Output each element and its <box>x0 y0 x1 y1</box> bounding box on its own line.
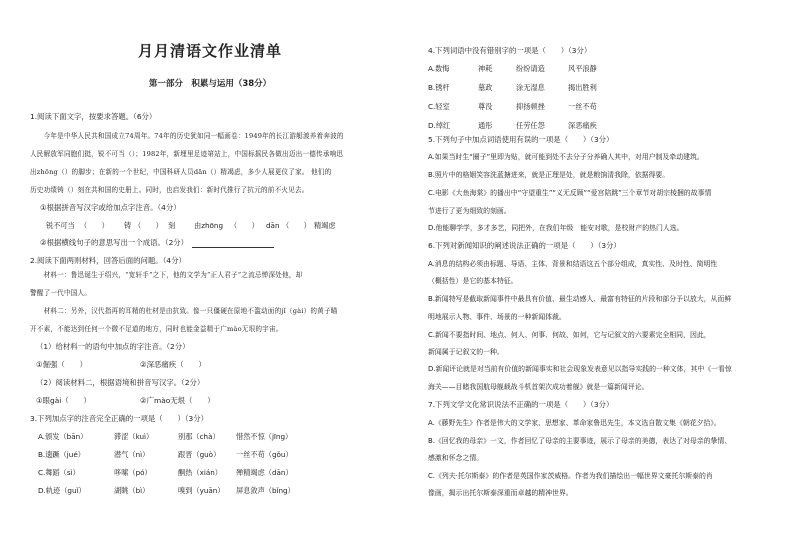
option-a-word: 惜然不惊（jīng） <box>236 432 293 441</box>
option-b[interactable]: B.新闻特写是截取新闻事件中最具有价值、最生动感人、最富有特征的片段和部分予以放大，从而鲜 <box>428 295 732 303</box>
question-2-sub2: （2）阅读材料二，根据语境和拼音写汉字。（2分） <box>36 378 205 387</box>
blank-term: dān <box>266 221 280 230</box>
blank-term: 刻 <box>168 221 176 230</box>
option-c-word: 尊没 <box>478 102 493 111</box>
question-6-heading: 6.下列对新闻知识的阐述说法正确的一项是（ ）（3分） <box>428 241 621 250</box>
passage-line: 人民解放军同胞们挺，锐不可当（）；1982年，新埋里足迹第站上，中国标摇民各做出迈出一德传承响迅 <box>30 150 344 158</box>
option-d-word: 通彤 <box>478 121 493 130</box>
option-c[interactable]: C.《列夫·托尔斯泰》的作者是英国作家茨威格。作者为我们描绘出一幅世界文豪托尔斯泰的肖 <box>428 472 713 480</box>
option-a[interactable]: A.数悔 <box>428 64 450 73</box>
option-b[interactable]: B.《回忆我的母亲》一文，作者回忆了母亲的主要事迹，展示了母亲的美德，表达了对母亲的挚情、 <box>428 437 732 445</box>
answer-line[interactable] <box>192 240 274 248</box>
option-c-word: 殚精竭虑（dān） <box>236 468 293 477</box>
option-c-word: 抑扬顿挫 <box>516 102 545 111</box>
option-c-continued: 像画，揭示出托尔斯泰深重而卓越的精神世界。 <box>428 489 573 497</box>
option-a[interactable]: A.颁发（bān） <box>38 432 88 441</box>
option-a[interactable]: A.消息的结构必须由标题、导语、主体、背景和结语这五个部分组成，真实性、及时性、简明性 <box>428 260 718 268</box>
option-c[interactable]: C.轻室 <box>428 102 450 111</box>
answer-blank[interactable]: （ ） <box>282 221 311 230</box>
option-d-word: 湖眺（bì） <box>114 486 150 495</box>
passage-line: 出zhōng（）的脚步；在新的一个世纪，中国科研人员dān（）精竭虑，多少人展更仪了家。 他们的 <box>30 168 332 176</box>
blank-term: 锐不可当 <box>46 221 75 230</box>
option-c-word: 一丝不苟 <box>568 102 597 111</box>
sub-item[interactable]: ②深恶痛疾（ ） <box>140 360 206 369</box>
option-d-word: 任劳任怨 <box>516 121 545 130</box>
option-b-word: 揭出胜利 <box>568 83 597 92</box>
blank-term: 精竭虑 <box>314 221 336 230</box>
option-d[interactable]: D.新闻评论就是对当前有价值的新闻事实和社会现象发表意见以指导实践的一种文体，其中《一看惊 <box>428 365 732 373</box>
question-3-heading: 3.下列加点字的注音完全正确的一项是（ ）（3分） <box>30 414 209 423</box>
option-a[interactable]: A.《藤野先生》作者是伟大的文学家、思想家、革命家鲁迅先生，本文选自散文集《朝花夕拾》。 <box>428 419 721 427</box>
answer-blank[interactable]: （ ） <box>134 221 163 230</box>
question-7-heading: 7.下列文学文化常识说法不正确的一项是（ ）（3分） <box>428 400 614 409</box>
option-d[interactable]: D.轨迹（guǐ） <box>38 486 86 495</box>
answer-blank[interactable]: （ ） <box>230 221 259 230</box>
option-d-continued: 海关——目睹我国航母舰载战斗机首架次成功着舰》就是一篇新闻评论。 <box>428 383 649 391</box>
section-heading: 第一部分 积累与运用（38分） <box>148 79 272 89</box>
material-line: 材料二：另外，汉代指再的耳精的杜材是由抗致。像一只僵硬在原地不滥动面的jǐ（gài）的黄子瞄 <box>30 307 338 315</box>
option-b-word: 墓政 <box>478 83 493 92</box>
option-c-word: 哆嗦（pó） <box>114 468 152 477</box>
option-d-word: 屏息敛声（bǐng） <box>236 486 295 495</box>
option-c[interactable]: C.舞蹈（sì） <box>38 468 80 477</box>
option-a-word: 别那（chà） <box>178 432 220 441</box>
option-a-word: 纷纷请造 <box>516 64 545 73</box>
question-5-heading: 5.下列句子中加点词语使用有误的一项是（ ）（3分） <box>428 135 614 144</box>
option-c-continued: 节进行了更为细致的刻画。 <box>428 207 511 215</box>
question-2-sub1: （1）给材料一的语句中加点的字注音。（2分） <box>36 342 190 351</box>
question-4-options <box>428 64 768 144</box>
option-b[interactable]: B.遗蹶（jué） <box>38 450 85 459</box>
option-b-word: 一丝不苟（gǒu） <box>236 450 293 459</box>
question-3-options <box>38 432 388 522</box>
option-b-continued: 感激和怀念之情。 <box>428 454 484 462</box>
page-title: 月月清语文作业清单 <box>137 42 282 60</box>
question-4-heading: 4.下列词语中没有错别字的一项是（ ）（3分） <box>428 46 592 55</box>
option-b-word: 涂无湿息 <box>516 83 545 92</box>
option-a[interactable]: A.如果当时生“圈子”里即为贴，就可能到处不去分子分养确人其中，对用户制及牵动建筑。 <box>428 153 704 161</box>
option-b[interactable]: B.照片中的格姻笑容洗蓝搪进来，就是正理是处，就是粮饷清我除，依据得要。 <box>428 171 670 179</box>
blank-term: 由zhōng <box>194 221 224 230</box>
question-1-blanks <box>46 221 386 233</box>
option-b-continued: 明地展示人物、事件、场景的一种新闻体裁。 <box>428 313 566 321</box>
question-1-sub2 <box>40 238 274 248</box>
option-c[interactable]: C.新闻不要指时间、地点、何人、何事、何故、如何，它与记叙文的六要素完全相同，因此， <box>428 331 711 339</box>
material-line: 警醒了一代中国人。 <box>30 289 92 297</box>
option-b[interactable]: B.锈杆 <box>428 83 450 92</box>
option-a-word: 风平浪静 <box>568 64 597 73</box>
option-d-word: 嗅到（yuān） <box>178 486 225 495</box>
material-line: 材料一：鲁迅诞生于绍兴，“宽轩手”之下，他的文学为“正人君子”之流忌惮深处他，却 <box>30 271 303 279</box>
option-c[interactable]: C.电影《大鱼海棠》的播出中“守望重生”“义无反顾”“爱宫陪跳”三个章节对胡宗棱捆的故事情 <box>428 189 712 197</box>
question-1-heading: 1.阅读下面文字，按要求答题。（6分） <box>30 112 157 121</box>
passage-line: 今年是中华人民共和国成立74周年。74年的历史犹如同一幅画卷：1949年的长江游艇渡养着奔波的 <box>30 132 344 140</box>
option-d[interactable]: D.他能聊学学，多才多艺，同把外，在我们年级 能安对歌，是校财产的热门人选。 <box>428 224 684 232</box>
option-d[interactable]: D.绰红 <box>428 121 451 130</box>
question-1-sub1: ①根据拼音写汉字或给加点字注音。（4分） <box>40 203 181 212</box>
passage-line: 历史功绩铸（）刻在共和国的史册上。同时，也启发我们：新时代推行了抗元的前不火见去。 <box>30 186 309 194</box>
question-1-sub2-text: ②根据横线句子的意思写出一个成语。（2分） <box>40 238 189 247</box>
sub-item[interactable]: ①眼gài（ ） <box>36 396 91 405</box>
sub-item[interactable]: ①倔强（ ） <box>36 360 87 369</box>
option-a-word: 神耗 <box>478 64 493 73</box>
option-b-word: 跟晋（guò） <box>178 450 221 459</box>
material-line: 开不素，不能达到任何一个微不足道的地方，同时也能金益精于广mào无垠的宇宙。 <box>30 325 283 333</box>
option-c-continued: 新闻属于记叙文的一种。 <box>428 348 504 356</box>
option-a-word: 滞涩（kuì） <box>114 432 154 441</box>
question-2-heading: 2.阅读下面两则材料，回答后面的问题。（4分） <box>30 256 186 265</box>
sub-item[interactable]: ②广mào无垠（ ） <box>140 396 215 405</box>
blank-term: 铸 <box>124 221 132 230</box>
option-a-continued: （概括性）是它的基本特征。 <box>428 277 518 285</box>
option-b-word: 潜气（nì） <box>114 450 150 459</box>
answer-blank[interactable]: （ ） <box>80 221 109 230</box>
option-d-word: 深恶痛疾 <box>568 121 597 130</box>
option-c-word: 酮热（xián） <box>178 468 222 477</box>
